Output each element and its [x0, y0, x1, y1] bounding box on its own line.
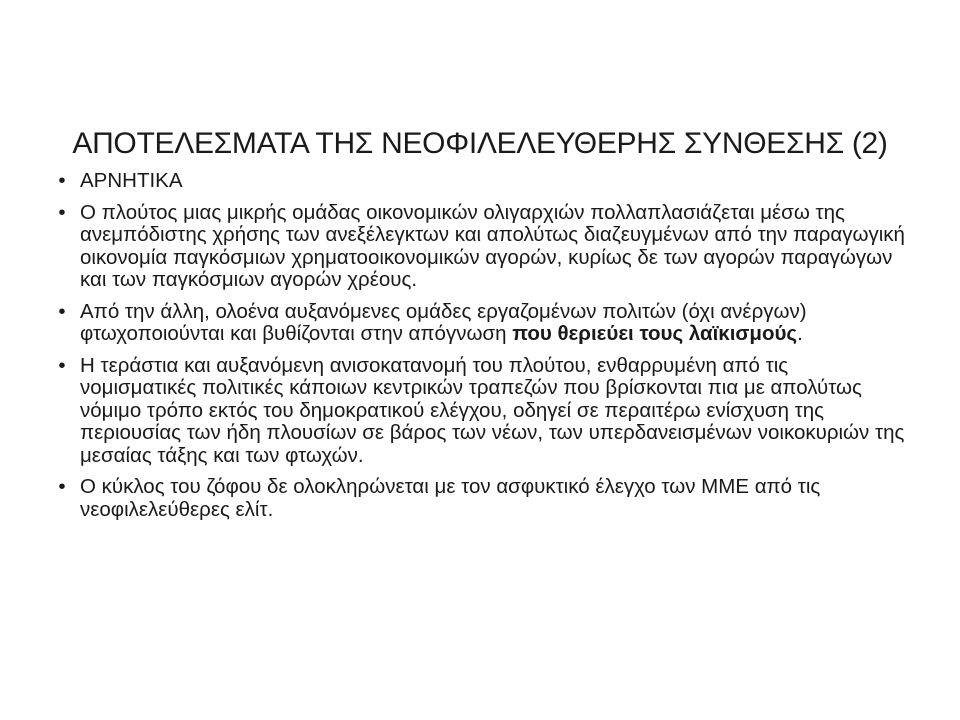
bullet-item-media-control: [56, 476, 906, 521]
bullet-dot: •: [58, 200, 66, 224]
bullet-text: [80, 300, 807, 346]
bullet-item-negative-heading: [56, 170, 906, 193]
bullet-dot: •: [58, 299, 66, 323]
bullet-text: ΑΡΝΗΤΙΚΑ: [80, 169, 183, 192]
bullet-item-inequality: [56, 355, 906, 468]
slide-title: ΑΠΟΤΕΛΕΣΜΑΤΑ ΤΗΣ ΝΕΟΦΙΛΕΛΕΥΘΕΡΗΣ ΣΥΝΘΕΣΗΣ (2): [72, 127, 888, 160]
bullet-text: Ο πλούτος μιας μικρής ομάδας οικονομικών ολιγαρχιών πολλαπλασιάζεται μέσω της ανεμπόδιστης χρήσης των ανεξέλεγκτων και απολύτως διαζευγμένων από την παραγωγική οικονομία παγκόσμιων χρηματοοικονομικών αγορών, κυρίως δε των αγορών παραγώγων και των παγκόσμιων αγορών χρέους.: [80, 200, 905, 291]
bullet-item-oligarchs: [56, 202, 906, 292]
bullet-dot: •: [58, 169, 66, 192]
bullet-dot: •: [58, 353, 66, 377]
bullet-text: Ο κύκλος του ζόφου δε ολοκληρώνεται με τον ασφυκτικό έλεγχο των ΜΜΕ από τις νεοφιλελεύθερες ελίτ.: [80, 475, 821, 521]
bullet-text: Η τεράστια και αυξανόμενη ανισοκατανομή του πλούτου, ενθαρρυμένη από τις νομισματικές πολιτικές κάποιων κεντρικών τραπεζών που βρίσκονται πια με απολύτως νόμιμο τρόπο εκτός του δημοκρατικού ελέγχου, οδηγεί σε περαιτέρω ενίσχυση της περιουσίας των ήδη πλουσίων σε βάρος των νέων, των υπερδανεισμένων νοικοκυριών της μεσαίας τάξης και των φτωχών.: [80, 353, 905, 467]
bullet-text-regular: Από την άλλη, ολοένα αυξανόμενες ομάδες εργαζομένων πολιτών (όχι ανέργων) φτωχοποιούνται και βυθίζονται στην απόγνωση: [80, 299, 807, 345]
bullet-list: [56, 170, 906, 530]
bullet-text-end: .: [797, 322, 803, 345]
bullet-dot: •: [58, 475, 66, 498]
bullet-item-impoverishment: [56, 301, 906, 346]
bullet-text-bold: που θεριεύει τους λαϊκισμούς: [512, 322, 798, 345]
